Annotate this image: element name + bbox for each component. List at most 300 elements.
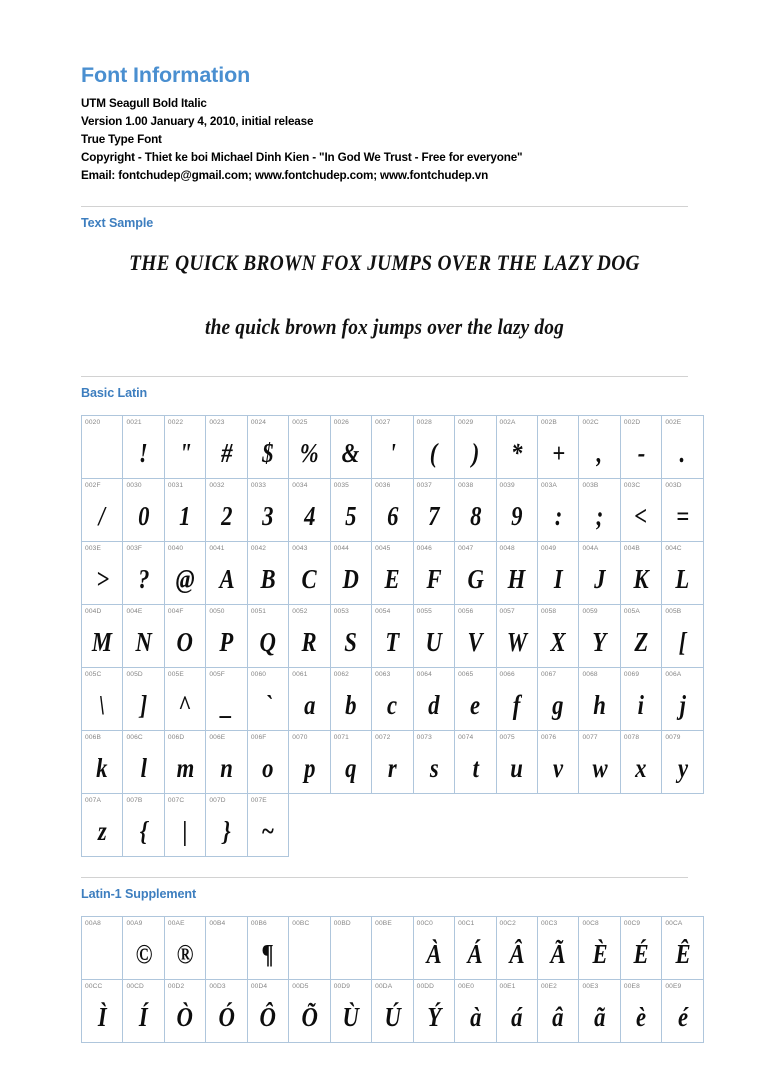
glyph-code-label: 006E [209,733,226,741]
glyph-cell[interactable] [206,604,247,667]
glyph-cell[interactable] [330,667,371,730]
glyph-cell[interactable] [289,916,330,979]
glyph-code-label: 006C [126,733,143,741]
glyph-cell[interactable] [82,541,123,604]
glyph-code-label: 006D [167,733,185,741]
glyph-cell[interactable] [289,730,330,793]
glyph-code-label: 00BC [292,919,310,927]
glyph-code-label: 002A [499,418,516,426]
glyph-preview: / [99,501,106,532]
glyph-cell[interactable] [206,541,247,604]
glyph-code-label: 0040 [167,544,184,552]
glyph-code-label: 007A [85,796,101,804]
glyph-code-label: 0054 [375,607,391,615]
glyph-cell[interactable] [247,415,288,478]
glyph-preview: È [592,939,608,970]
glyph-row [82,793,704,856]
glyph-cell[interactable] [496,604,537,667]
glyph-cell[interactable] [662,979,703,1042]
glyph-cell[interactable] [372,415,413,478]
glyph-preview: < [634,501,648,532]
glyph-cell[interactable] [455,730,496,793]
glyph-preview: É [633,939,649,970]
glyph-cell[interactable] [662,667,703,730]
glyph-code-label: 002B [540,418,557,426]
glyph-code-label: 0070 [292,733,308,741]
glyph-cell[interactable] [164,541,205,604]
glyph-cell-empty [289,793,330,856]
glyph-cell-empty [372,793,413,856]
section-text-sample [81,206,688,356]
glyph-code-label: 00D3 [209,982,226,990]
glyph-preview: = [676,501,690,532]
glyph-cell[interactable] [537,916,578,979]
glyph-cell[interactable] [413,916,454,979]
glyph-cell[interactable] [123,667,164,730]
glyph-cell[interactable] [455,916,496,979]
glyph-cell[interactable] [247,979,288,1042]
glyph-preview: E [384,564,400,595]
glyph-cell[interactable] [164,916,205,979]
glyph-cell[interactable] [247,916,288,979]
glyph-code-label: 00C1 [458,919,475,927]
glyph-cell[interactable] [206,667,247,730]
font-name-line: UTM Seagull Bold Italic [81,96,207,110]
glyph-cell-empty [330,793,371,856]
font-version-line: Version 1.00 January 4, 2010, initial release [81,114,314,128]
glyph-code-label: 0063 [375,670,391,678]
glyph-preview: Y [592,627,607,658]
glyph-cell[interactable] [537,730,578,793]
glyph-grid-body [82,916,704,1042]
glyph-row [82,667,704,730]
glyph-preview: s [429,753,439,784]
glyph-preview: o [262,753,274,784]
glyph-code-label: 003E [85,544,101,552]
glyph-preview: 1 [179,501,191,532]
glyph-code-label: 0057 [499,607,515,615]
glyph-code-label: 00C0 [416,919,433,927]
glyph-preview: G [467,564,484,595]
glyph-code-label: 0078 [623,733,640,741]
glyph-code-label: 007D [209,796,226,804]
glyph-cell[interactable] [662,415,703,478]
glyph-code-label: 00C3 [540,919,558,927]
glyph-code-label: 002E [665,418,682,426]
glyph-cell[interactable] [82,604,123,667]
glyph-cell[interactable] [164,478,205,541]
glyph-code-label: 004A [582,544,599,552]
glyph-cell[interactable] [496,667,537,730]
glyph-preview: . [679,438,686,469]
glyph-cell[interactable] [82,667,123,730]
glyph-code-label: 00CC [85,982,103,990]
glyph-preview: _ [220,690,233,721]
glyph-code-label: 00B6 [250,919,267,927]
glyph-cell[interactable] [330,916,371,979]
glyph-preview: D [342,564,360,595]
glyph-cell[interactable] [123,730,164,793]
glyph-preview: d [428,690,440,721]
glyph-cell[interactable] [330,541,371,604]
glyph-preview: $ [262,438,274,469]
glyph-preview: Á [467,939,483,970]
glyph-code-label: 003A [540,481,557,489]
glyph-code-label: 0067 [540,670,557,678]
glyph-cell[interactable] [247,604,288,667]
glyph-cell-empty [579,793,620,856]
glyph-code-label: 0073 [416,733,432,741]
glyph-preview: ? [138,564,150,595]
glyph-cell[interactable] [579,916,620,979]
section-heading-text-sample: Text Sample [81,215,154,230]
glyph-cell[interactable] [455,667,496,730]
glyph-cell[interactable] [662,604,703,667]
glyph-code-label: 0055 [416,607,432,615]
glyph-cell[interactable] [82,916,123,979]
glyph-cell[interactable] [579,730,620,793]
glyph-cell[interactable] [330,415,371,478]
glyph-cell[interactable] [413,415,454,478]
glyph-cell[interactable] [455,415,496,478]
glyph-preview: A [219,564,235,595]
glyph-cell[interactable] [82,730,123,793]
glyph-cell[interactable] [537,979,578,1042]
glyph-cell[interactable] [372,916,413,979]
glyph-cell[interactable] [537,478,578,541]
glyph-grid-body [82,415,704,856]
glyph-preview: 4 [303,501,316,532]
glyph-preview: Ù [342,1002,360,1033]
glyph-preview: t [472,753,479,784]
glyph-cell-empty [496,793,537,856]
glyph-cell[interactable] [455,604,496,667]
glyph-preview [206,932,246,978]
glyph-cell[interactable] [620,604,661,667]
glyph-cell[interactable] [537,541,578,604]
glyph-code-label: 0052 [292,607,308,615]
glyph-cell-empty [620,793,661,856]
glyph-code-label: 004B [623,544,640,552]
glyph-cell[interactable] [289,979,330,1042]
glyph-preview: Ã [550,939,566,970]
glyph-cell[interactable] [206,478,247,541]
glyph-preview: è [636,1002,647,1033]
glyph-code-label: 006F [250,733,267,741]
glyph-code-label: 0043 [292,544,308,552]
glyph-cell[interactable] [455,979,496,1042]
glyph-cell[interactable] [413,604,454,667]
glyph-preview: k [96,753,108,784]
glyph-code-label: 00BD [333,919,351,927]
glyph-cell[interactable] [123,415,164,478]
glyph-code-label: 003D [665,481,682,489]
glyph-row [82,979,704,1042]
glyph-code-label: 0027 [375,418,391,426]
glyph-grid-latin1-supplement [81,916,704,1043]
glyph-cell[interactable] [496,415,537,478]
glyph-preview: ã [593,1002,606,1033]
glyph-cell[interactable] [247,793,288,856]
glyph-cell[interactable] [579,478,620,541]
glyph-cell[interactable] [372,478,413,541]
glyph-code-label: 0037 [416,481,432,489]
glyph-cell[interactable] [496,478,537,541]
glyph-cell[interactable] [123,541,164,604]
glyph-preview: ¶ [262,939,274,970]
glyph-preview: c [387,690,398,721]
glyph-cell[interactable] [372,541,413,604]
glyph-code-label: 002C [582,418,599,426]
glyph-code-label: 00B4 [209,919,226,927]
glyph-cell[interactable] [496,541,537,604]
glyph-preview: 0 [138,501,150,532]
glyph-preview: u [510,753,524,784]
glyph-cell[interactable] [123,979,164,1042]
glyph-preview: J [593,564,606,595]
glyph-cell[interactable] [413,730,454,793]
glyph-preview: @ [175,564,195,595]
glyph-preview: } [222,816,231,847]
glyph-cell[interactable] [289,604,330,667]
glyph-preview [331,932,371,978]
glyph-cell[interactable] [537,415,578,478]
glyph-preview: F [426,564,442,595]
glyph-cell[interactable] [579,979,620,1042]
glyph-cell[interactable] [372,979,413,1042]
glyph-cell[interactable] [206,916,247,979]
glyph-preview: " [178,438,192,469]
glyph-cell[interactable] [247,667,288,730]
glyph-preview: ] [139,690,148,721]
glyph-cell[interactable] [164,793,205,856]
glyph-cell[interactable] [372,604,413,667]
glyph-cell[interactable] [82,793,123,856]
glyph-cell[interactable] [289,667,330,730]
glyph-preview: Â [509,939,525,970]
glyph-cell[interactable] [289,541,330,604]
glyph-cell[interactable] [164,979,205,1042]
glyph-cell[interactable] [620,415,661,478]
glyph-preview: x [635,753,647,784]
glyph-row [82,415,704,478]
glyph-preview: | [182,816,188,847]
section-basic-latin [81,376,688,857]
glyph-code-label: 004F [167,607,184,615]
glyph-code-label: 00BE [375,919,392,927]
glyph-code-label: 0028 [416,418,432,426]
glyph-cell[interactable] [123,478,164,541]
glyph-cell[interactable] [579,541,620,604]
glyph-preview: W [506,627,527,658]
glyph-cell[interactable] [123,793,164,856]
glyph-code-label: 0076 [540,733,557,741]
glyph-preview [82,431,122,477]
glyph-preview [82,932,122,978]
text-sample-area [81,230,688,356]
glyph-preview: # [220,438,233,469]
glyph-cell[interactable] [82,478,123,541]
glyph-cell[interactable] [620,979,661,1042]
glyph-code-label: 0041 [209,544,225,552]
section-heading-basic-latin: Basic Latin [81,385,148,400]
glyph-cell[interactable] [537,667,578,730]
glyph-cell[interactable] [620,916,661,979]
page-title: Font Information [81,63,251,87]
glyph-preview: g [552,690,564,721]
glyph-code-label: 00D9 [333,982,351,990]
glyph-preview: n [220,753,233,784]
glyph-cell[interactable] [455,478,496,541]
glyph-code-label: 0026 [333,418,349,426]
glyph-code-label: 005D [126,670,143,678]
glyph-cell-empty [537,793,578,856]
glyph-cell[interactable] [662,541,703,604]
glyph-cell[interactable] [372,667,413,730]
glyph-cell[interactable] [455,541,496,604]
glyph-code-label: 0079 [665,733,681,741]
glyph-preview: [ [678,627,687,658]
glyph-cell[interactable] [206,415,247,478]
glyph-cell[interactable] [164,667,205,730]
glyph-code-label: 0024 [250,418,267,426]
glyph-preview: i [637,690,645,721]
glyph-cell[interactable] [620,730,661,793]
glyph-code-label: 0036 [375,481,391,489]
glyph-code-label: 0033 [250,481,267,489]
glyph-code-label: 00E2 [540,982,557,990]
glyph-cell[interactable] [413,979,454,1042]
section-latin1-supplement [81,877,691,1043]
glyph-code-label: 0022 [167,418,184,426]
glyph-cell[interactable] [164,730,205,793]
glyph-code-label: 0058 [540,607,557,615]
glyph-code-label: 0065 [458,670,474,678]
glyph-code-label: 0056 [458,607,474,615]
glyph-preview: á [511,1002,523,1033]
glyph-code-label: 0062 [333,670,349,678]
glyph-preview: b [345,690,357,721]
glyph-code-label: 0053 [333,607,349,615]
glyph-cell[interactable] [82,415,123,478]
glyph-preview: é [677,1002,688,1033]
glyph-row [82,916,704,979]
glyph-code-label: 005C [85,670,102,678]
glyph-preview: à [469,1002,481,1033]
glyph-cell[interactable] [496,979,537,1042]
glyph-cell[interactable] [579,667,620,730]
glyph-preview: * [511,438,523,469]
glyph-cell[interactable] [123,604,164,667]
glyph-preview: ' [389,438,396,469]
glyph-code-label: 0060 [250,670,267,678]
glyph-preview: l [140,753,147,784]
glyph-row [82,730,704,793]
glyph-code-label: 00C8 [582,919,599,927]
glyph-code-label: 0021 [126,418,142,426]
glyph-cell-empty [662,793,703,856]
glyph-cell[interactable] [496,730,537,793]
glyph-cell[interactable] [247,730,288,793]
glyph-preview: Í [139,1002,149,1033]
glyph-preview: w [592,753,608,784]
glyph-preview: ( [430,438,438,469]
glyph-code-label: 00E3 [582,982,599,990]
glyph-cell[interactable] [247,478,288,541]
glyph-code-label: 0046 [416,544,432,552]
glyph-cell[interactable] [413,541,454,604]
glyph-code-label: 0030 [126,481,142,489]
glyph-preview: q [345,753,357,784]
section-heading-latin1-supplement: Latin-1 Supplement [81,886,197,901]
glyph-cell[interactable] [620,541,661,604]
glyph-cell[interactable] [82,979,123,1042]
glyph-cell[interactable] [496,916,537,979]
glyph-code-label: 006A [665,670,682,678]
glyph-cell[interactable] [330,478,371,541]
glyph-cell[interactable] [247,541,288,604]
glyph-preview: C [301,564,318,595]
glyph-cell[interactable] [579,415,620,478]
glyph-code-label: 00DD [416,982,435,990]
glyph-cell[interactable] [164,604,205,667]
glyph-cell[interactable] [537,604,578,667]
glyph-cell[interactable] [620,667,661,730]
glyph-code-label: 0077 [582,733,598,741]
glyph-preview: ! [139,438,149,469]
glyph-code-label: 007E [250,796,267,804]
glyph-cell[interactable] [164,415,205,478]
glyph-code-label: 00C2 [499,919,516,927]
glyph-preview: M [92,627,113,658]
glyph-code-label: 0045 [375,544,391,552]
glyph-cell[interactable] [330,730,371,793]
glyph-code-label: 002D [623,418,641,426]
glyph-cell[interactable] [413,478,454,541]
glyph-code-label: 00E1 [499,982,516,990]
glyph-cell[interactable] [289,415,330,478]
glyph-cell[interactable] [206,730,247,793]
glyph-cell[interactable] [330,979,371,1042]
glyph-code-label: 00DA [375,982,393,990]
glyph-preview: I [553,564,563,595]
glyph-cell[interactable] [413,667,454,730]
glyph-cell[interactable] [206,793,247,856]
glyph-code-label: 0044 [333,544,349,552]
glyph-code-label: 004D [85,607,102,615]
glyph-preview [372,932,412,978]
glyph-cell[interactable] [620,478,661,541]
glyph-cell[interactable] [579,604,620,667]
glyph-cell[interactable] [662,730,703,793]
glyph-cell[interactable] [330,604,371,667]
glyph-cell[interactable] [662,478,703,541]
section-divider [81,376,688,377]
glyph-cell[interactable] [206,979,247,1042]
glyph-cell[interactable] [372,730,413,793]
glyph-cell[interactable] [123,916,164,979]
glyph-code-label: 007B [126,796,143,804]
glyph-preview: H [507,564,526,595]
glyph-cell[interactable] [662,916,703,979]
glyph-preview: z [97,816,107,847]
sample-lowercase-pangram: the quick brown fox jumps over the lazy dog [205,313,564,339]
glyph-cell[interactable] [289,478,330,541]
glyph-preview: m [176,753,194,784]
glyph-code-label: 0072 [375,733,391,741]
glyph-code-label: 0035 [333,481,349,489]
glyph-code-label: 0032 [209,481,225,489]
